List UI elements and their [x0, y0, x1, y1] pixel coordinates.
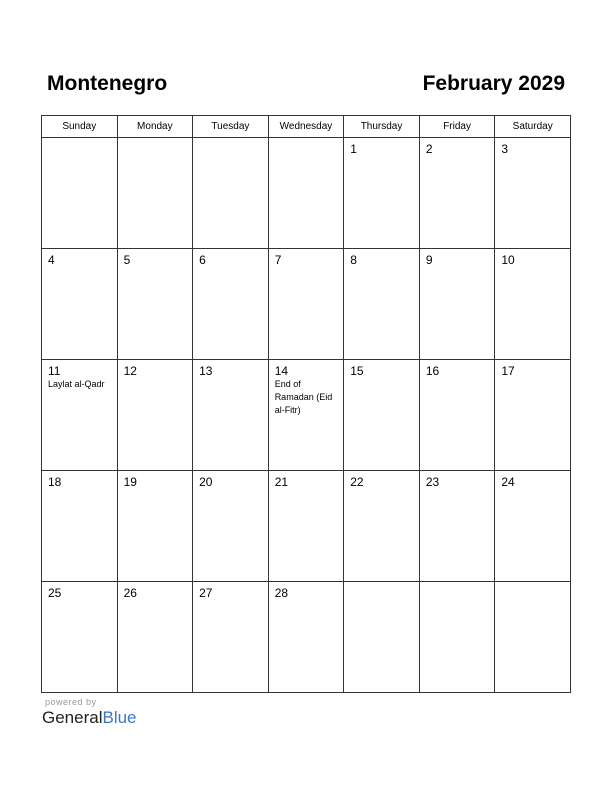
day-number: 26 — [123, 586, 137, 600]
day-cell — [495, 582, 571, 693]
day-number: 4 — [48, 253, 55, 267]
day-number: 9 — [425, 253, 433, 267]
weekday-tuesday: Tuesday — [193, 116, 269, 138]
day-cell — [268, 582, 344, 693]
powered-by-text: powered by — [45, 697, 97, 707]
day-number: 12 — [123, 364, 137, 378]
day-cell — [268, 360, 344, 471]
day-cell — [117, 249, 193, 360]
day-number: 20 — [199, 475, 213, 489]
day-cell — [117, 360, 193, 471]
day-number: 14 — [274, 364, 289, 378]
day-cell — [268, 249, 344, 360]
day-cell — [42, 138, 118, 249]
day-cell — [495, 471, 571, 582]
day-number: 10 — [501, 253, 515, 267]
day-number: 18 — [48, 475, 62, 489]
day-number: 16 — [425, 364, 440, 378]
day-number: 8 — [350, 253, 357, 267]
holiday-label: End of Ramadan (Eid al-Fitr) — [274, 379, 333, 415]
day-cell — [419, 471, 495, 582]
day-cell — [268, 471, 344, 582]
weekday-saturday: Saturday — [495, 116, 571, 138]
day-number: 27 — [199, 586, 213, 600]
day-number — [344, 582, 419, 586]
weekday-friday: Friday — [419, 116, 495, 138]
logo-brand-general: General — [42, 708, 103, 727]
day-number — [193, 138, 268, 142]
day-number: 7 — [274, 253, 282, 267]
day-cell — [193, 138, 269, 249]
day-cell — [42, 249, 118, 360]
week-row — [42, 138, 571, 249]
day-cell — [495, 249, 571, 360]
weekday-sunday: Sunday — [42, 116, 118, 138]
day-cell — [344, 471, 420, 582]
logo-brand-blue: Blue — [102, 708, 137, 727]
day-cell — [419, 582, 495, 693]
day-cell — [344, 582, 420, 693]
week-row — [42, 582, 571, 693]
generalblue-logo[interactable] — [42, 708, 137, 728]
day-cell — [419, 249, 495, 360]
day-number: 3 — [501, 142, 509, 156]
day-cell — [42, 582, 118, 693]
day-number: 6 — [199, 253, 206, 267]
day-cell — [193, 582, 269, 693]
day-cell — [344, 249, 420, 360]
day-cell — [344, 360, 420, 471]
day-cell — [419, 360, 495, 471]
day-number: 22 — [350, 475, 364, 489]
day-number: 28 — [274, 586, 289, 600]
day-cell — [42, 360, 118, 471]
holiday-label: Laylat al-Qadr — [48, 379, 105, 389]
day-cell — [344, 138, 420, 249]
day-number: 19 — [123, 475, 137, 489]
day-number — [495, 582, 570, 586]
day-cell — [42, 471, 118, 582]
calendar-grid — [41, 115, 571, 693]
weekday-monday: Monday — [117, 116, 193, 138]
day-number — [118, 138, 193, 142]
day-number: 5 — [123, 253, 131, 267]
week-row — [42, 360, 571, 471]
day-number: 13 — [199, 364, 213, 378]
day-number — [269, 138, 344, 142]
day-number: 11 — [48, 364, 61, 378]
weekday-wednesday: Wednesday — [268, 116, 344, 138]
day-cell — [117, 471, 193, 582]
day-number: 15 — [350, 364, 364, 378]
day-number: 21 — [274, 475, 289, 489]
day-cell — [268, 138, 344, 249]
day-cell — [193, 360, 269, 471]
day-cell — [193, 249, 269, 360]
weekday-header-row — [42, 116, 571, 138]
day-number: 1 — [350, 142, 357, 156]
day-cell — [495, 138, 571, 249]
day-number — [420, 582, 495, 586]
day-cell — [193, 471, 269, 582]
day-cell — [117, 138, 193, 249]
day-number: 24 — [501, 475, 515, 489]
week-row — [42, 471, 571, 582]
day-number: 23 — [425, 475, 440, 489]
week-row — [42, 249, 571, 360]
day-number: 25 — [48, 586, 62, 600]
month-year-title: February 2029 — [422, 72, 565, 95]
day-number: 2 — [425, 142, 433, 156]
day-cell — [419, 138, 495, 249]
weekday-thursday: Thursday — [344, 116, 420, 138]
day-number: 17 — [501, 364, 515, 378]
day-cell — [117, 582, 193, 693]
day-number — [42, 138, 117, 142]
country-title: Montenegro — [47, 72, 168, 95]
day-cell — [495, 360, 571, 471]
